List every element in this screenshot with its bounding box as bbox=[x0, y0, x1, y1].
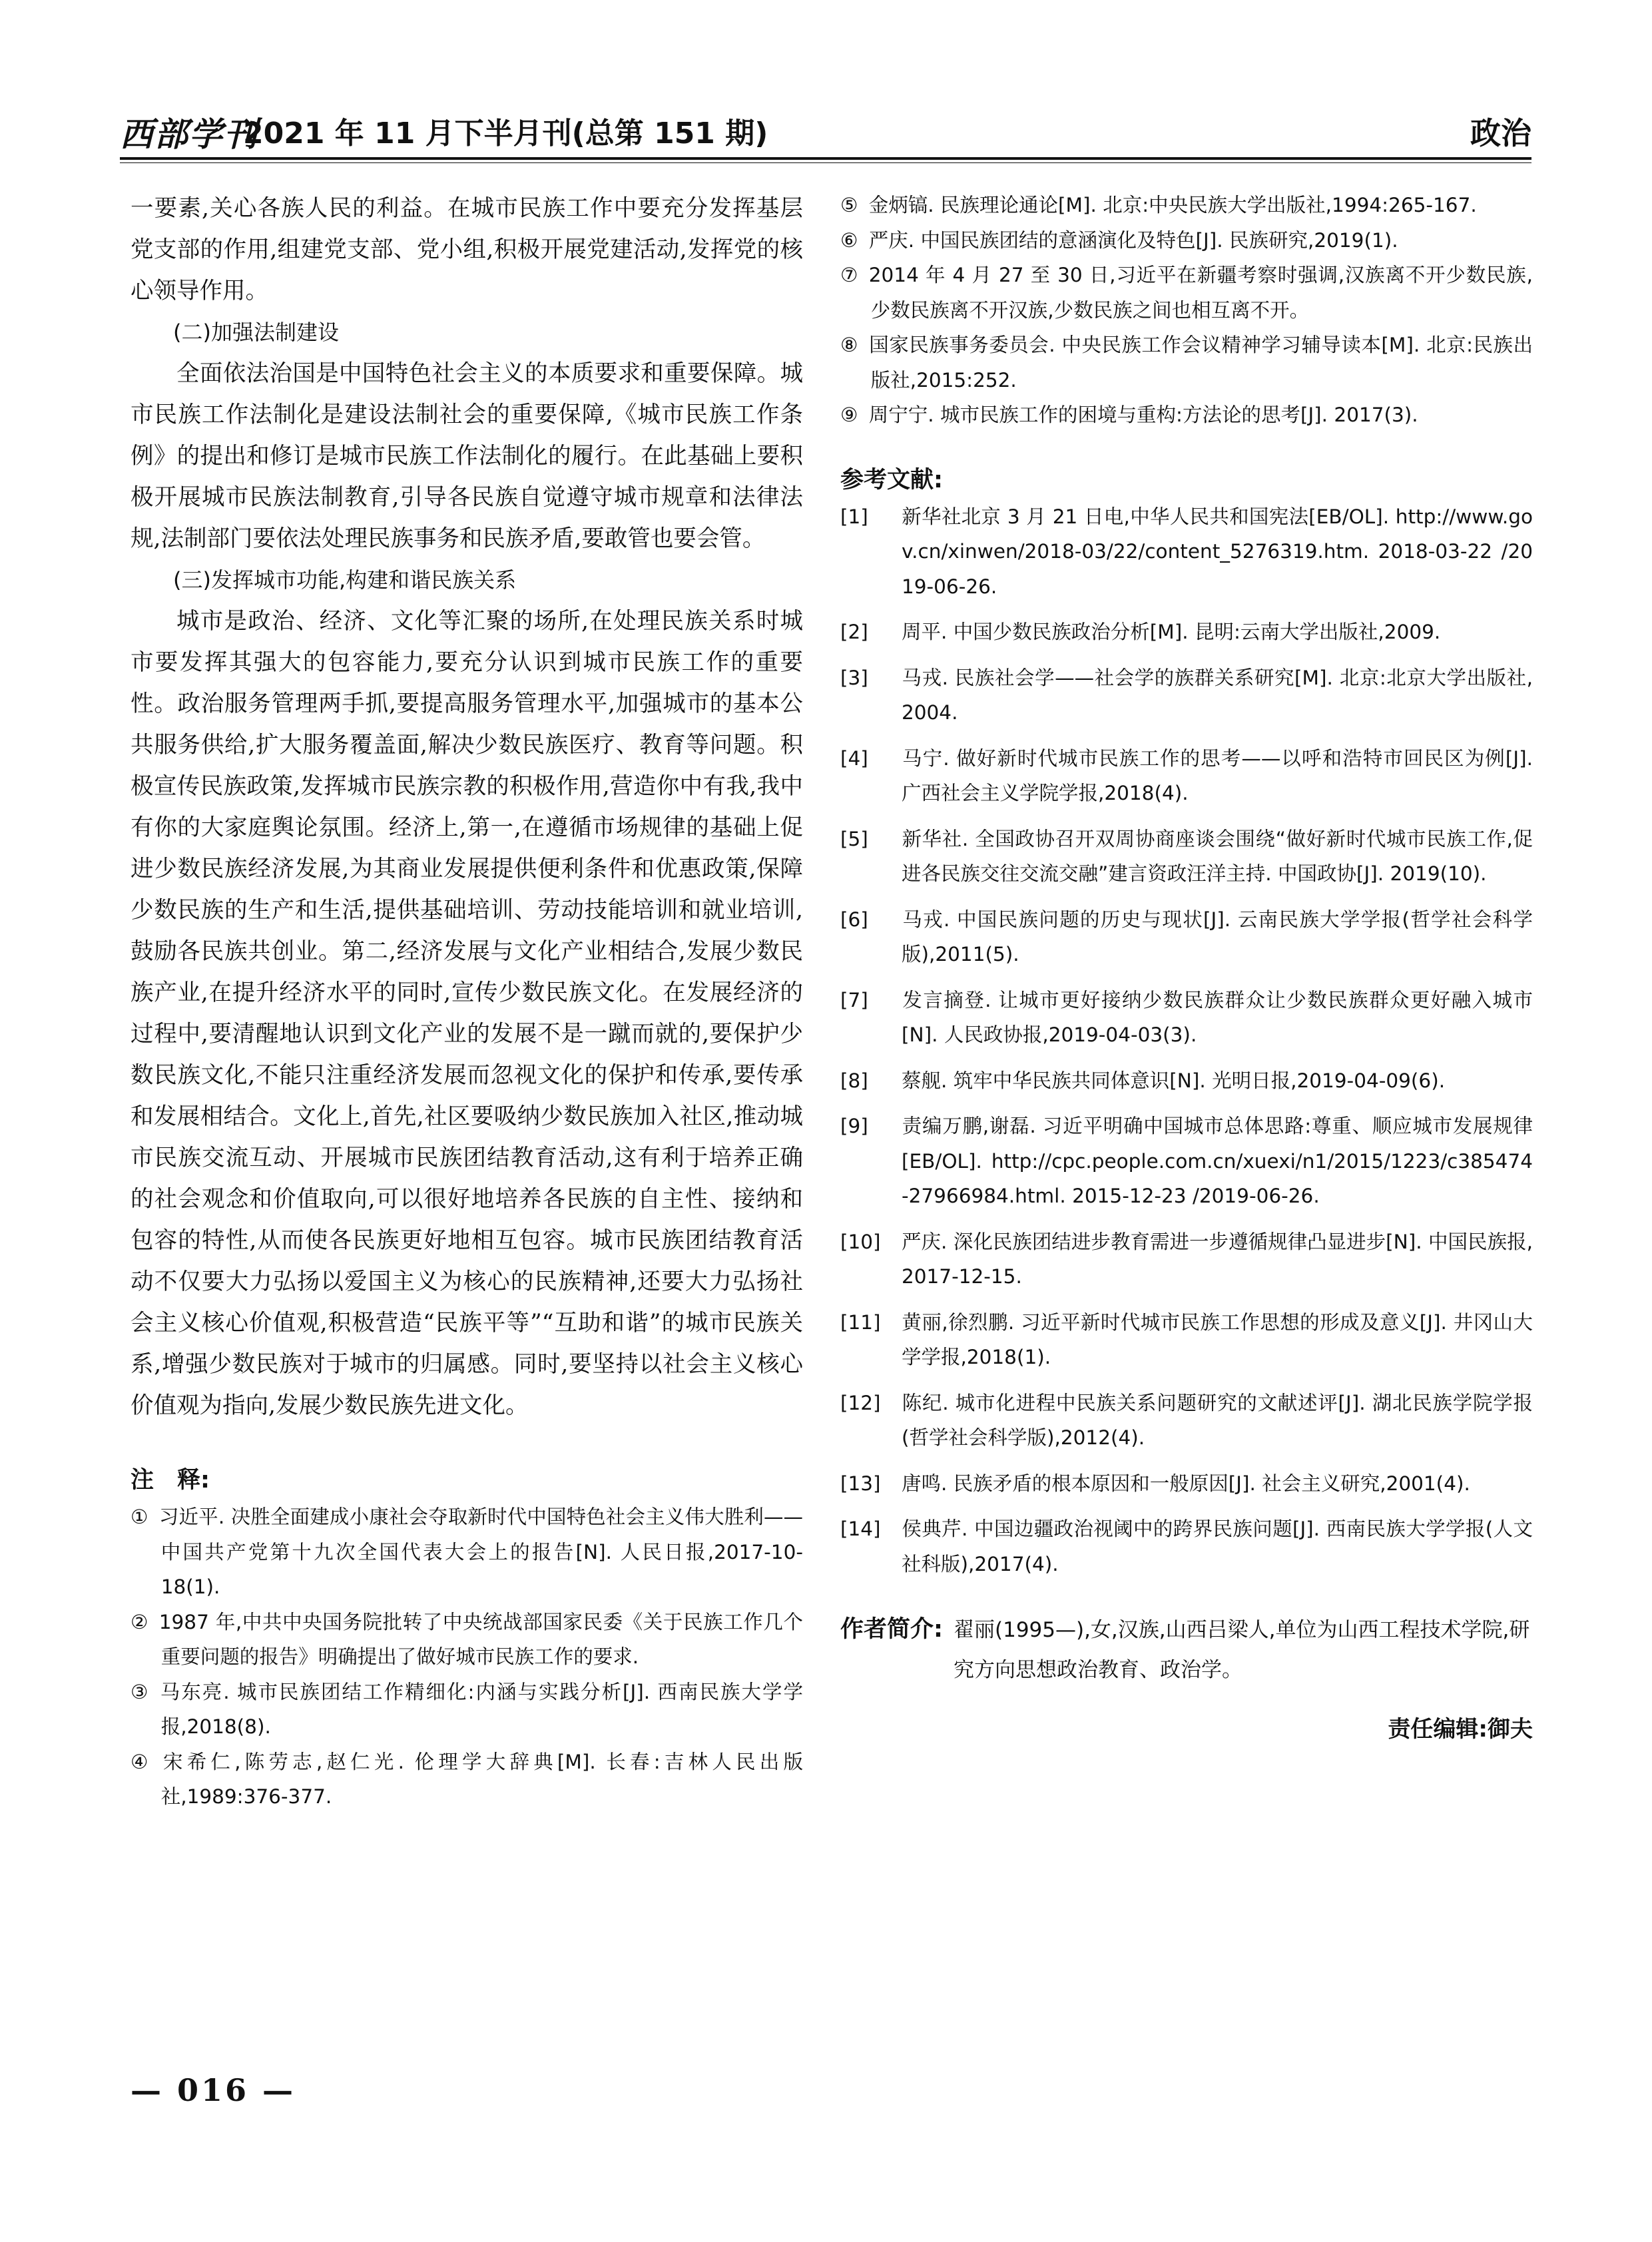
subheading-legal: (二)加强法制建设 bbox=[173, 320, 339, 345]
reference-item bbox=[840, 741, 1533, 811]
reference-text: 马戎. 民族社会学——社会学的族群关系研究[M]. 北京:北京大学出版社,2004. bbox=[902, 666, 1533, 724]
note-item bbox=[840, 188, 1533, 223]
note-text: 宋希仁,陈劳志,赵仁光. 伦理学大辞典[M]. 长春:吉林人民出版社,1989:376-377. bbox=[158, 1750, 803, 1808]
note-number: ① bbox=[131, 1506, 148, 1528]
reference-item bbox=[840, 1386, 1533, 1456]
note-number: ⑧ bbox=[840, 334, 858, 356]
note-text: 国家民族事务委员会. 中央民族工作会议精神学习辅导读本[M]. 北京:民族出版社,2015:252. bbox=[868, 334, 1533, 392]
reference-number: [14] bbox=[840, 1518, 881, 1540]
reference-text: 责编万鹏,谢磊. 习近平明确中国城市总体思路:尊重、顺应城市发展规律[EB/OL]. http://cpc.people.com.cn/xuexi/n1/2015/1223/c385474-27966984.html. 2015-12-23 /2019-06-26. bbox=[902, 1115, 1533, 1207]
header-rule-thin bbox=[120, 162, 1531, 163]
page-header bbox=[120, 108, 1531, 154]
note-item bbox=[840, 223, 1533, 258]
left-column bbox=[131, 188, 803, 1815]
note-number: ⑨ bbox=[840, 404, 858, 426]
section-label: 政治 bbox=[1470, 115, 1531, 151]
note-text: 严庆. 中国民族团结的意涵演化及特色[J]. 民族研究,2019(1). bbox=[868, 228, 1398, 252]
body-paragraph-1: 一要素,关心各族人民的利益。在城市民族工作中要充分发挥基层党支部的作用,组建党支部、党小组,积极开展党建活动,发挥党的核心领导作用。 bbox=[131, 195, 803, 304]
note-item bbox=[131, 1745, 803, 1815]
notes-heading: 注 释: bbox=[131, 1467, 210, 1494]
body-paragraph-3: 城市是政治、经济、文化等汇聚的场所,在处理民族关系时城市要发挥其强大的包容能力,要充分认识到城市民族工作的重要性。政治服务管理两手抓,要提高服务管理水平,加强城市的基本公共服务供给,扩大服务覆盖面,解决少数民族医疗、教育等问题。积极宣传民族政策,发挥城市民族宗教的积极作用,营造你中有我,我中有你的大家庭舆论氛围。经济上,第一,在遵循市场规律的基础上促进少数民族经济发展,为其商业发展提供便利条件和优惠政策,保障少数民族的生产和生活,提供基础培训、劳动技能培训和就业培训,鼓励各民族共创业。第二,经济发展与文化产业相结合,发展少数民族产业,在提升经济水平的同时,宣传少数民族文化。在发展经济的过程中,要清醒地认识到文化产业的发展不是一蹴而就的,要保护少数民族文化,不能只注重经济发展而忽视文化的保护和传承,要传承和发展相结合。文化上,首先,社区要吸纳少数民族加入社区,推动城市民族交流互动、开展城市民族团结教育活动,这有利于培养正确的社会观念和价值取向,可以很好地培养各民族的自主性、接纳和包容的特性,从而使各民族更好地相互包容。城市民族团结教育活动不仅要大力弘扬以爱国主义为核心的民族精神,还要大力弘扬社会主义核心价值观,积极营造“民族平等”“互助和谐”的城市民族关系,增强少数民族对于城市的归属感。同时,要坚持以社会主义核心价值观为指向,发展少数民族先进文化。 bbox=[131, 608, 803, 1419]
reference-text: 唐鸣. 民族矛盾的根本原因和一般原因[J]. 社会主义研究,2001(4). bbox=[902, 1472, 1470, 1495]
reference-number: [8] bbox=[840, 1069, 868, 1092]
note-number: ② bbox=[131, 1610, 148, 1633]
subheading-city-function: (三)发挥城市功能,构建和谐民族关系 bbox=[173, 567, 517, 593]
reference-number: [2] bbox=[840, 621, 868, 643]
reference-number: [3] bbox=[840, 666, 868, 689]
reference-text: 蔡舰. 筑牢中华民族共同体意识[N]. 光明日报,2019-04-09(6). bbox=[902, 1069, 1446, 1092]
body-paragraph-2: 全面依法治国是中国特色社会主义的本质要求和重要保障。城市民族工作法制化是建设法制社会的重要保障,《城市民族工作条例》的提出和修订是城市民族工作法制化的履行。在此基础上要积极开展城市民族法制教育,引导各民族自觉遵守城市规章和法律法规,法制部门要依法处理民族事务和民族矛盾,要敢管也要会管。 bbox=[131, 360, 803, 552]
reference-text: 严庆. 深化民族团结进步教育需进一步遵循规律凸显进步[N]. 中国民族报,2017-12-15. bbox=[902, 1230, 1533, 1288]
header-rule bbox=[120, 157, 1531, 160]
reference-number: [6] bbox=[840, 908, 868, 931]
references-heading: 参考文献: bbox=[840, 466, 943, 493]
note-item bbox=[131, 1675, 803, 1745]
note-item bbox=[131, 1500, 803, 1605]
reference-number: [9] bbox=[840, 1115, 868, 1137]
note-item bbox=[840, 258, 1533, 328]
reference-item bbox=[840, 1466, 1533, 1502]
reference-text: 马戎. 中国民族问题的历史与现状[J]. 云南民族大学学报(哲学社会科学版),2011(5). bbox=[902, 908, 1533, 966]
author-text: 翟丽(1995—),女,汉族,山西吕梁人,单位为山西工程技术学院,研究方向思想政治教育、政治学。 bbox=[954, 1618, 1530, 1682]
journal-logo: 西部学刊 bbox=[120, 115, 258, 154]
reference-number: [4] bbox=[840, 746, 868, 770]
note-number: ⑤ bbox=[840, 194, 858, 216]
note-number: ④ bbox=[131, 1750, 148, 1773]
note-number: ③ bbox=[131, 1680, 148, 1703]
issue-label: 2021 年 11 月下半月刊(总第 151 期) bbox=[243, 117, 768, 150]
reference-number: [13] bbox=[840, 1472, 881, 1495]
reference-number: [11] bbox=[840, 1310, 881, 1334]
note-number: ⑥ bbox=[840, 228, 858, 252]
reference-number: [1] bbox=[840, 505, 868, 528]
reference-item bbox=[840, 661, 1533, 730]
note-text: 1987 年,中共中央国务院批转了中央统战部国家民委《关于民族工作几个重要问题的报告》明确提出了做好城市民族工作的要求. bbox=[158, 1610, 803, 1668]
note-text: 周宁宁. 城市民族工作的困境与重构:方法论的思考[J]. 2017(3). bbox=[868, 404, 1418, 426]
note-item bbox=[840, 398, 1533, 433]
reference-text: 马宁. 做好新时代城市民族工作的思考——以呼和浩特市回民区为例[J]. 广西社会主义学院学报,2018(4). bbox=[902, 746, 1533, 804]
reference-text: 侯典芹. 中国边疆政治视阈中的跨界民族问题[J]. 西南民族大学学报(人文社科版),2017(4). bbox=[902, 1518, 1533, 1575]
right-column bbox=[840, 188, 1533, 1771]
reference-number: [5] bbox=[840, 827, 868, 850]
author-label: 作者简介: bbox=[840, 1616, 943, 1643]
reference-item bbox=[840, 1109, 1533, 1214]
note-number: ⑦ bbox=[840, 264, 858, 286]
note-text: 马东亮. 城市民族团结工作精细化:内涵与实践分析[J]. 西南民族大学学报,2018(8). bbox=[158, 1680, 803, 1738]
note-item bbox=[840, 328, 1533, 398]
note-item bbox=[131, 1605, 803, 1675]
reference-item bbox=[840, 1305, 1533, 1375]
reference-text: 发言摘登. 让城市更好接纳少数民族群众让少数民族群众更好融入城市[N]. 人民政协报,2019-04-03(3). bbox=[902, 988, 1533, 1046]
reference-item bbox=[840, 499, 1533, 605]
reference-text: 黄丽,徐烈鹏. 习近平新时代城市民族工作思想的形成及意义[J]. 井冈山大学学报,2018(1). bbox=[902, 1310, 1533, 1368]
reference-number: [12] bbox=[840, 1391, 881, 1414]
reference-item bbox=[840, 1063, 1533, 1099]
reference-number: [7] bbox=[840, 988, 868, 1011]
reference-text: 新华社. 全国政协召开双周协商座谈会围绕“做好新时代城市民族工作,促进各民族交往交流交融”建言资政汪洋主持. 中国政协[J]. 2019(10). bbox=[902, 827, 1533, 885]
responsible-editor: 责任编辑:御夫 bbox=[1388, 1716, 1533, 1743]
page-number: — 016 — bbox=[131, 2072, 296, 2108]
reference-number: [10] bbox=[840, 1230, 881, 1253]
note-text: 习近平. 决胜全面建成小康社会夺取新时代中国特色社会主义伟大胜利——中国共产党第十九次全国代表大会上的报告[N]. 人民日报,2017-10-18(1). bbox=[158, 1506, 803, 1598]
reference-text: 新华社北京 3 月 21 日电,中华人民共和国宪法[EB/OL]. http://www.gov.cn/xinwen/2018-03/22/content_5276319.htm. 2018-03-22 /2019-06-26. bbox=[902, 505, 1533, 598]
note-text: 金炳镐. 民族理论通论[M]. 北京:中央民族大学出版社,1994:265-167. bbox=[868, 194, 1477, 216]
reference-item bbox=[840, 902, 1533, 972]
reference-item bbox=[840, 1512, 1533, 1581]
reference-item bbox=[840, 983, 1533, 1053]
reference-item bbox=[840, 1225, 1533, 1294]
reference-text: 陈纪. 城市化进程中民族关系问题研究的文献述评[J]. 湖北民族学院学报(哲学社会科学版),2012(4). bbox=[902, 1391, 1533, 1449]
author-bio bbox=[840, 1609, 1533, 1690]
reference-item bbox=[840, 615, 1533, 650]
reference-item bbox=[840, 822, 1533, 892]
reference-text: 周平. 中国少数民族政治分析[M]. 昆明:云南大学出版社,2009. bbox=[902, 621, 1441, 643]
note-text: 2014 年 4 月 27 至 30 日,习近平在新疆考察时强调,汉族离不开少数民族,少数民族离不开汉族,少数民族之间也相互离不开。 bbox=[868, 264, 1533, 322]
